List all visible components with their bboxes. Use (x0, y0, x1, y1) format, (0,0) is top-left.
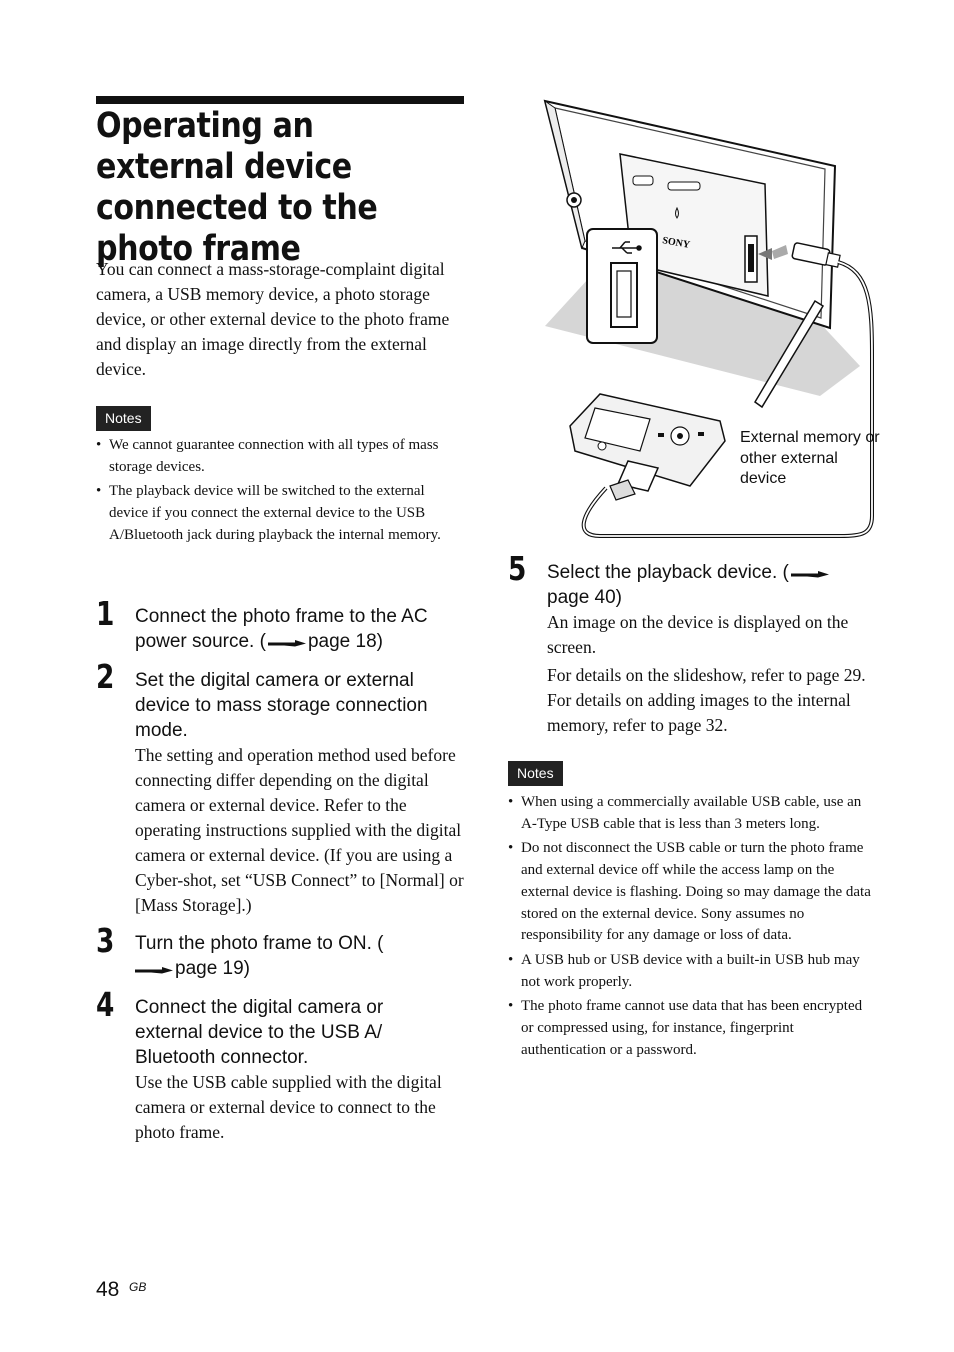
note-item: • Do not disconnect the USB cable or turn the photo frame and external device off while the access lamp on the external device is flashing. Doing so may damage the data stored on the external device. Sony assumes no responsibility for any damage or loss of data. (508, 838, 876, 947)
step-5-heading-text: Select the playback device. ( (547, 562, 789, 583)
step-1-heading-text: Connect the photo frame to the AC power source. ( (135, 606, 428, 652)
note-item: • We cannot guarantee connection with all types of mass storage devices. (96, 435, 466, 478)
page-title: Operating an external device connected to the photo frame (96, 106, 378, 269)
notes-list-right (508, 792, 876, 1064)
step-2-heading: Set the digital camera or external device to mass storage connection mode. (135, 670, 428, 741)
notes-badge-right: Notes (508, 761, 563, 786)
page-ref-arrow-icon (267, 637, 307, 647)
page-number: 48 (96, 1278, 120, 1301)
step-4-heading: Connect the digital camera or external device to the USB A/ Bluetooth connector. (135, 997, 384, 1068)
figure-callout-label: External memory or other external device (740, 429, 880, 487)
note-item: • The photo frame cannot use data that has been encrypted or compressed using, for instance, fingerprint authentication or a password. (508, 996, 876, 1061)
page-ref-arrow-icon (790, 568, 830, 578)
title-rule (96, 96, 464, 104)
notes-badge-left: Notes (96, 406, 151, 431)
frame-brand: SONY (661, 235, 691, 251)
note-item: • When using a commercially available USB cable, use an A-Type USB cable that is less than 3 meters long. (508, 792, 876, 835)
step-2-number: 2 (96, 657, 115, 696)
digital-camera (570, 394, 725, 500)
step-5-page-ref: page 40) (547, 587, 623, 608)
step-3-number: 3 (96, 921, 115, 960)
step-5-body-1: An image on the device is displayed on the screen. (547, 612, 849, 657)
step-3-page-ref: page 19) (175, 958, 251, 979)
step-4-body: Use the USB cable supplied with the digital camera or external device to connect to the photo frame. (135, 1072, 442, 1142)
page-region-code: GB (129, 1280, 147, 1294)
step-3-heading-text: Turn the photo frame to ON. ( (135, 933, 384, 954)
page-ref-arrow-icon (134, 964, 174, 974)
note-item: • The playback device will be switched to the external device if you connect the external device to the USB A/Bluetooth jack during playback the internal memory. (96, 481, 466, 546)
note-item: • A USB hub or USB device with a built-in USB hub may not work properly. (508, 950, 876, 993)
step-1-page-ref: page 18) (307, 631, 383, 652)
step-5-number: 5 (508, 549, 527, 588)
notes-list-left (96, 435, 466, 550)
intro-paragraph: You can connect a mass-storage-complaint digital camera, a USB memory device, a photo storage device, or other external device to the photo frame and display an image directly from the external device. (96, 259, 450, 379)
step-1-heading (135, 604, 465, 654)
step-5-heading (547, 560, 867, 610)
step-3-heading (135, 931, 465, 981)
step-2-body: The setting and operation method used before connecting differ depending on the digital camera or external device. Refer to the operating instructions supplied with the digital camera or external device. (If you are using a Cyber-shot, set “USB Connect” to [Normal] or [Mass Storage].) (135, 745, 464, 915)
step-1-number: 1 (96, 594, 115, 633)
step-5-body-2: For details on the slideshow, refer to page 29. For details on adding images to the internal memory, refer to page 32. (547, 665, 866, 735)
step-4-number: 4 (96, 985, 115, 1024)
